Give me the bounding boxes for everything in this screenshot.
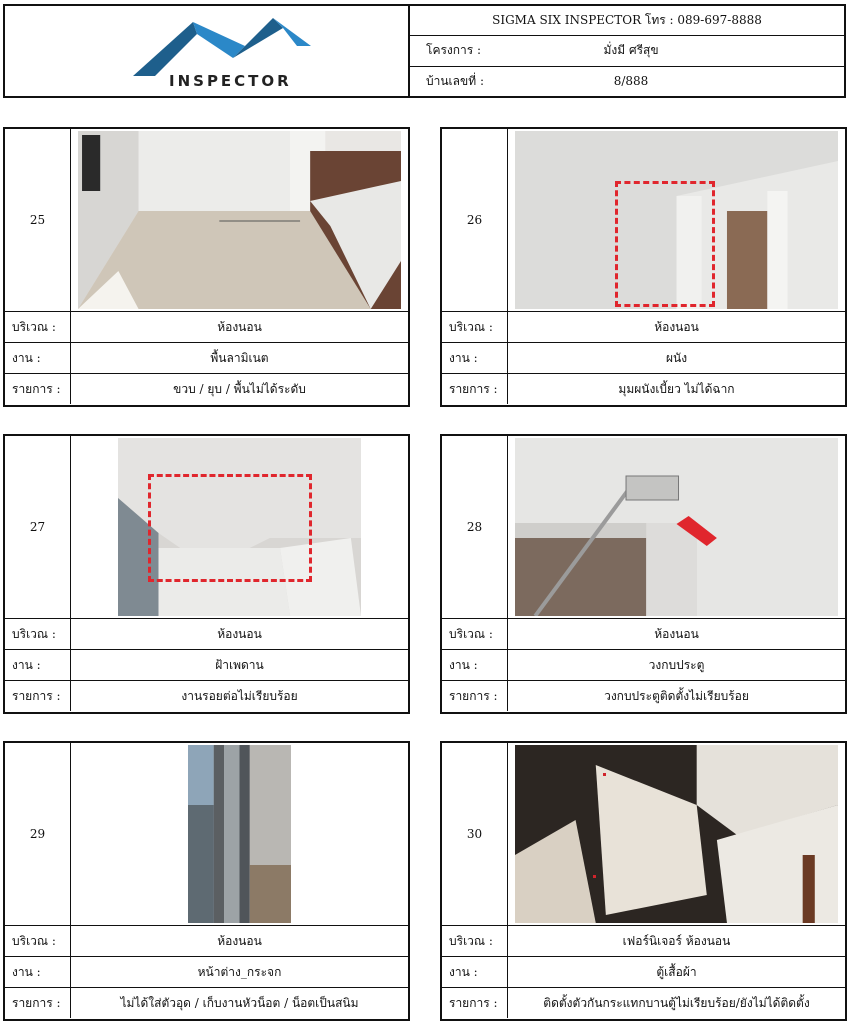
work-label: งาน : xyxy=(5,650,71,680)
defect-number: 28 xyxy=(442,436,508,618)
item-value: วงกบประตูติดตั้งไม่เรียบร้อย xyxy=(604,688,749,703)
area-value: ห้องนอน xyxy=(217,319,262,334)
defect-card-26 xyxy=(440,127,847,407)
defect-card-30 xyxy=(440,741,847,1021)
work-label: งาน : xyxy=(442,957,508,987)
item-value: ไม่ได้ใส่ตัวอุด / เก็บงานหัวน็อต / น็อตเป็นสนิม xyxy=(120,995,359,1010)
item-label: รายการ : xyxy=(442,988,508,1018)
house-label: บ้านเลขที่ : xyxy=(426,73,484,88)
info-cell xyxy=(410,6,844,96)
defect-card-25 xyxy=(3,127,410,407)
area-label: บริเวณ : xyxy=(5,312,71,342)
project-label: โครงการ : xyxy=(426,43,482,58)
defect-highlight-box xyxy=(148,474,312,582)
area-label: บริเวณ : xyxy=(5,619,71,649)
defect-card-27 xyxy=(3,434,410,714)
area-value: เฟอร์นิเจอร์ ห้องนอน xyxy=(622,933,731,948)
work-label: งาน : xyxy=(5,343,71,373)
item-value: งานรอยต่อไม่เรียบร้อย xyxy=(181,688,298,703)
defect-number: 25 xyxy=(5,129,71,311)
area-label: บริเวณ : xyxy=(442,619,508,649)
work-value: ผนัง xyxy=(665,350,688,365)
area-value: ห้องนอน xyxy=(654,319,699,334)
defect-number: 26 xyxy=(442,129,508,311)
item-value: มุมผนังเบี้ยว ไม่ได้ฉาก xyxy=(618,381,735,396)
project-row xyxy=(410,36,844,66)
defect-photo xyxy=(515,438,838,616)
company-line: SIGMA SIX INSPECTOR โทร : 089-697-8888 xyxy=(492,13,762,28)
logo-cell xyxy=(5,6,410,96)
logo-text: INSPECTOR xyxy=(169,72,292,90)
work-value: ฝ้าเพดาน xyxy=(215,657,264,672)
defect-photo xyxy=(188,745,291,923)
area-value: ห้องนอน xyxy=(654,626,699,641)
defect-card-29 xyxy=(3,741,410,1021)
area-label: บริเวณ : xyxy=(5,926,71,956)
work-label: งาน : xyxy=(442,343,508,373)
work-value: ตู้เสื้อผ้า xyxy=(656,964,697,979)
work-value: วงกบประตู xyxy=(648,657,705,672)
defect-highlight-box xyxy=(615,181,715,307)
house-row xyxy=(410,67,844,96)
defect-photo xyxy=(118,438,361,616)
item-label: รายการ : xyxy=(442,374,508,404)
report-header xyxy=(3,4,846,98)
work-label: งาน : xyxy=(442,650,508,680)
work-label: งาน : xyxy=(5,957,71,987)
house-value: 8/888 xyxy=(613,74,649,89)
inspector-logo-icon xyxy=(133,16,313,76)
defect-number: 29 xyxy=(5,743,71,925)
area-value: ห้องนอน xyxy=(217,626,262,641)
defect-photo xyxy=(78,131,401,309)
defect-photo xyxy=(515,131,838,309)
item-value: ติดตั้งตัวกันกระแทกบานตู้ไม่เรียบร้อย/ยังไม่ได้ติดตั้ง xyxy=(543,995,810,1010)
defect-number: 30 xyxy=(442,743,508,925)
company-row xyxy=(410,6,844,36)
item-label: รายการ : xyxy=(5,988,71,1018)
area-label: บริเวณ : xyxy=(442,926,508,956)
item-label: รายการ : xyxy=(442,681,508,711)
area-label: บริเวณ : xyxy=(442,312,508,342)
item-label: รายการ : xyxy=(5,681,71,711)
defect-photo xyxy=(515,745,838,923)
item-value: ขวบ / ยุบ / พื้นไม่ได้ระดับ xyxy=(173,381,306,396)
project-value: มั่งมี ศรีสุข xyxy=(603,43,659,58)
defect-number: 27 xyxy=(5,436,71,618)
work-value: หน้าต่าง_กระจก xyxy=(197,964,282,979)
area-value: ห้องนอน xyxy=(217,933,262,948)
defect-card-28 xyxy=(440,434,847,714)
item-label: รายการ : xyxy=(5,374,71,404)
work-value: พื้นลามิเนต xyxy=(210,350,269,365)
